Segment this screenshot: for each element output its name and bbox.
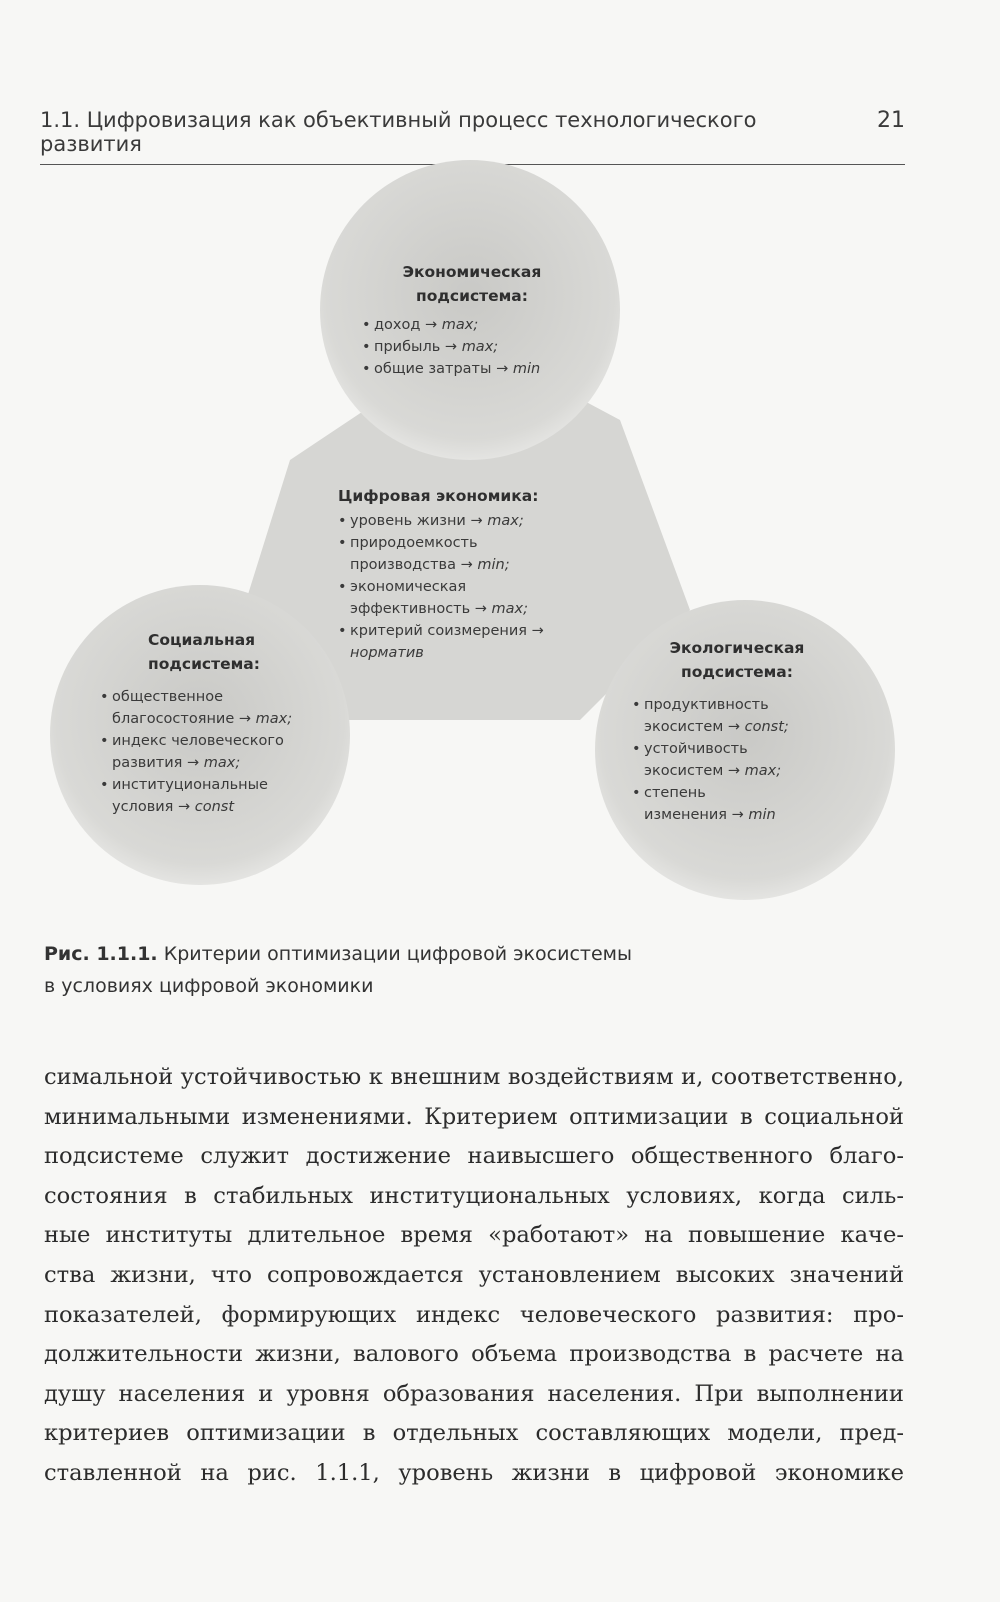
body-line: симальной устойчивостью к внешним воздействиям и, соответственно, (44, 1064, 904, 1090)
ecological-item: • устойчивость экосистем → max; (632, 738, 842, 782)
body-line: показателей, формирующих индекс человеческого развития: про- (44, 1301, 904, 1328)
caption-line1: Критерии оптимизации цифровой экосистемы (163, 943, 632, 965)
page-number: 21 (877, 108, 905, 133)
social-item: • индекс человеческого развития → max; (100, 730, 320, 774)
caption-label: Рис. 1.1.1. (44, 943, 158, 965)
body-line: критериев оптимизации в отдельных составляющих модели, пред- (44, 1420, 904, 1447)
economic-item: • общие затраты → min (362, 358, 582, 380)
body-line: минимальными изменениями. Критерием оптимизации в социальной (44, 1103, 904, 1130)
digital-economy (338, 484, 588, 664)
economic-item: • доход → max; (362, 314, 582, 336)
digital-item: • уровень жизни → max; (338, 510, 588, 532)
digital-item: • природоемкость производства → min; (338, 532, 588, 576)
social-item: • институциональные условия → const (100, 774, 320, 818)
social-title: Социальная подсистема: (148, 631, 260, 673)
body-line: душу населения и уровня образования населения. При выполнении (44, 1380, 904, 1407)
body-line: ставленной на рис. 1.1.1, уровень жизни в цифровой экономике (44, 1459, 904, 1486)
body-line: состояния в стабильных институциональных условиях, когда силь- (44, 1182, 904, 1209)
ecological-title: Экологическая подсистема: (669, 639, 805, 681)
body-paragraph (44, 1058, 904, 1494)
economic-subsystem (362, 260, 582, 380)
digital-title: Цифровая экономика: (338, 487, 539, 505)
digital-item: • критерий соизмерения → норматив (338, 620, 588, 664)
ecological-subsystem (632, 636, 842, 826)
social-item: • общественное благосостояние → max; (100, 686, 320, 730)
ecological-item: • степень изменения → min (632, 782, 842, 826)
figure-caption (44, 938, 744, 1002)
body-line: ные институты длительное время «работают» на повышение каче- (44, 1222, 904, 1249)
body-line: подсистеме служит достижение наивысшего общественного благо- (44, 1143, 904, 1170)
ecological-item: • продуктивность экосистем → const; (632, 694, 842, 738)
social-subsystem (100, 628, 320, 818)
economic-item: • прибыль → max; (362, 336, 582, 358)
header-title: 1.1. Цифровизация как объективный процесс технологического развития (40, 108, 757, 156)
body-line: ства жизни, что сопровождается установлением высоких значений (44, 1261, 904, 1288)
caption-line2: в условиях цифровой экономики (44, 975, 374, 997)
body-line: должительности жизни, валового объема производства в расчете на (44, 1341, 904, 1368)
digital-item: • экономическая эффективность → max; (338, 576, 588, 620)
economic-title: Экономическая подсистема: (402, 263, 542, 305)
